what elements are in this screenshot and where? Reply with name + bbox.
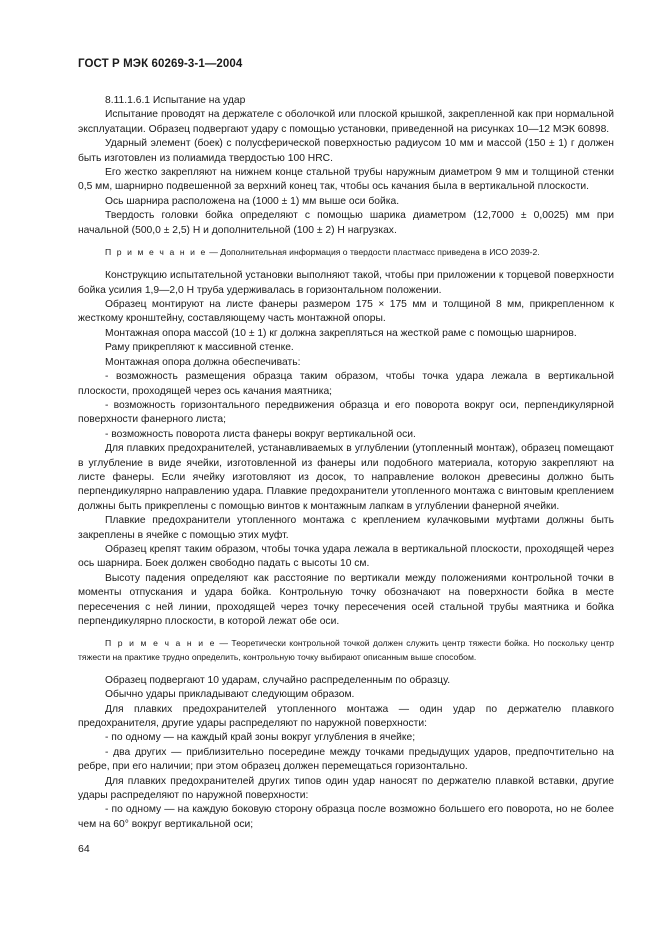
note-label: П р и м е ч а н и е <box>105 247 207 258</box>
body-paragraph: - возможность поворота листа фанеры вокруг вертикальной оси. <box>105 428 416 440</box>
body-paragraph: Испытание проводят на держателе с оболочкой или плоской крышкой, закрепленной как при нормальной эксплуатации. Образец подвергают удару с помощью установки, приведенной на рисунках 10—12 МЭК 60898. <box>78 109 614 135</box>
body-paragraph: Монтажная опора должна обеспечивать: <box>105 356 301 368</box>
note-text: — Теоретически контрольной точкой должен служить центр тяжести бойка. Но поскольку центр тяжести на практике трудно определить, контрольную точку выбирают описанным выше способом. <box>78 638 614 662</box>
body-paragraph: Монтажная опора массой (10 ± 1) кг должна закрепляться на жесткой раме с помощью шарниров. <box>105 327 577 339</box>
note-text: — Дополнительная информация о твердости пластмасс приведена в ИСО 2039-2. <box>206 247 540 258</box>
body-paragraph: - возможность горизонтального передвижения образца и его поворота вокруг оси, перпендикулярной поверхности фанерного листа; <box>78 399 614 426</box>
body-paragraph: Твердость головки бойка определяют с помощью шарика диаметром (12,7000 ± 0,0025) мм при начальной (500,0 ± 2,5) Н и дополнительной (100 ± 2) Н нагрузках. <box>78 210 614 236</box>
body-paragraph: Обычно удары прикладывают следующим образом. <box>105 689 355 701</box>
body-paragraph: - два других — приблизительно посередине между точками предыдущих ударов, предпочтительно на ребре, при его наличии; при этом образец должен перемещаться горизонтально. <box>78 746 614 773</box>
body-paragraph: Плавкие предохранители утопленного монтажа с креплением кулачковыми муфтами должны быть закреплены в ячейке с помощью этих муфт. <box>78 515 614 541</box>
body-paragraph: Образец крепят таким образом, чтобы точка удара лежала в вертикальной плоскости, проходящей через ось шарнира. Боек должен свободно падать с высоты 10 см. <box>78 543 614 570</box>
body-paragraph: Раму прикрепляют к массивной стенке. <box>105 342 294 354</box>
body-paragraph: Конструкцию испытательной установки выполняют такой, чтобы при приложении к торцевой поверхности бойка усилия 1,9—2,0 Н труба удерживалась в горизонтальном положении. <box>78 270 614 296</box>
body-paragraph: Для плавких предохранителей других типов один удар наносят по держателю плавкой вставки, другие удары распределяют по наружной поверхности: <box>78 775 614 802</box>
body-paragraph: Образец подвергают 10 ударам, случайно распределенным по образцу. <box>105 674 451 686</box>
section-heading: 8.11.1.6.1 Испытание на удар <box>105 95 246 106</box>
body-paragraph: Его жестко закрепляют на нижнем конце стальной трубы наружным диаметром 9 мм и толщиной стенки 0,5 мм, шарнирно подвешенной за верхний конец так, чтобы ось качания была в вертикальной плоскости. <box>78 167 614 193</box>
body-paragraph: Для плавких предохранителей, устанавливаемых в углублении (утопленный монтаж), образец помещают в углубление в виде ячейки, изготовленной из фанеры или подобного материала, которую закрепляют на листе фанеры. Если ячейку изготовляют из досок, то направление волокон древесины должно быть перпендикулярно направлению удара. Плавкие предохранители утопленного монтажа с винтовым креплением должны быть прикреплены с помощью винтов к монтажным лапкам в углублении фанерной ячейки. <box>78 443 614 512</box>
note-paragraph <box>78 637 614 663</box>
body-paragraph: Ось шарнира расположена на (1000 ± 1) мм выше оси бойка. <box>105 195 400 207</box>
note-paragraph <box>78 246 614 259</box>
body-paragraph: Ударный элемент (боек) с полусферической поверхностью радиусом 10 мм и массой (150 ± 1) г должен быть изготовлен из полиамида твердостью 100 HRC. <box>78 138 614 164</box>
page-number: 64 <box>78 843 90 855</box>
body-paragraph: - по одному — на каждую боковую сторону образца после возможно большего его поворота, но не более чем на 60° вокруг вертикальной оси; <box>78 804 614 830</box>
body-paragraph: Образец монтируют на листе фанеры размером 175 × 175 мм и толщиной 8 мм, прикрепленном к жесткому кронштейну, составляющему часть монтажной опоры. <box>78 299 614 325</box>
body-paragraph: Для плавких предохранителей утопленного монтажа — один удар по держателю плавкого предохранителя, другие удары распределяют по наружной поверхности: <box>78 703 614 730</box>
body-paragraph: - возможность размещения образца таким образом, чтобы точка удара лежала в вертикальной плоскости, проходящей через ось качания маятника; <box>78 371 614 397</box>
body-paragraph: - по одному — на каждый край зоны вокруг углубления в ячейке; <box>105 732 416 744</box>
document-body <box>78 94 614 832</box>
body-paragraph: Высоту падения определяют как расстояние по вертикали между положениями контрольной точки в моменты отпускания и удара бойка. Контрольную точку обозначают на поверхности бойка в месте пересечения с ней линии, проходящей через точку пересечения осей стальной трубы маятника и бойка перпендикулярно плоскости, в которой лежат обе оси. <box>78 572 614 628</box>
note-label: П р и м е ч а н и е <box>105 638 217 649</box>
document-header: ГОСТ Р МЭК 60269-3-1—2004 <box>78 58 243 70</box>
